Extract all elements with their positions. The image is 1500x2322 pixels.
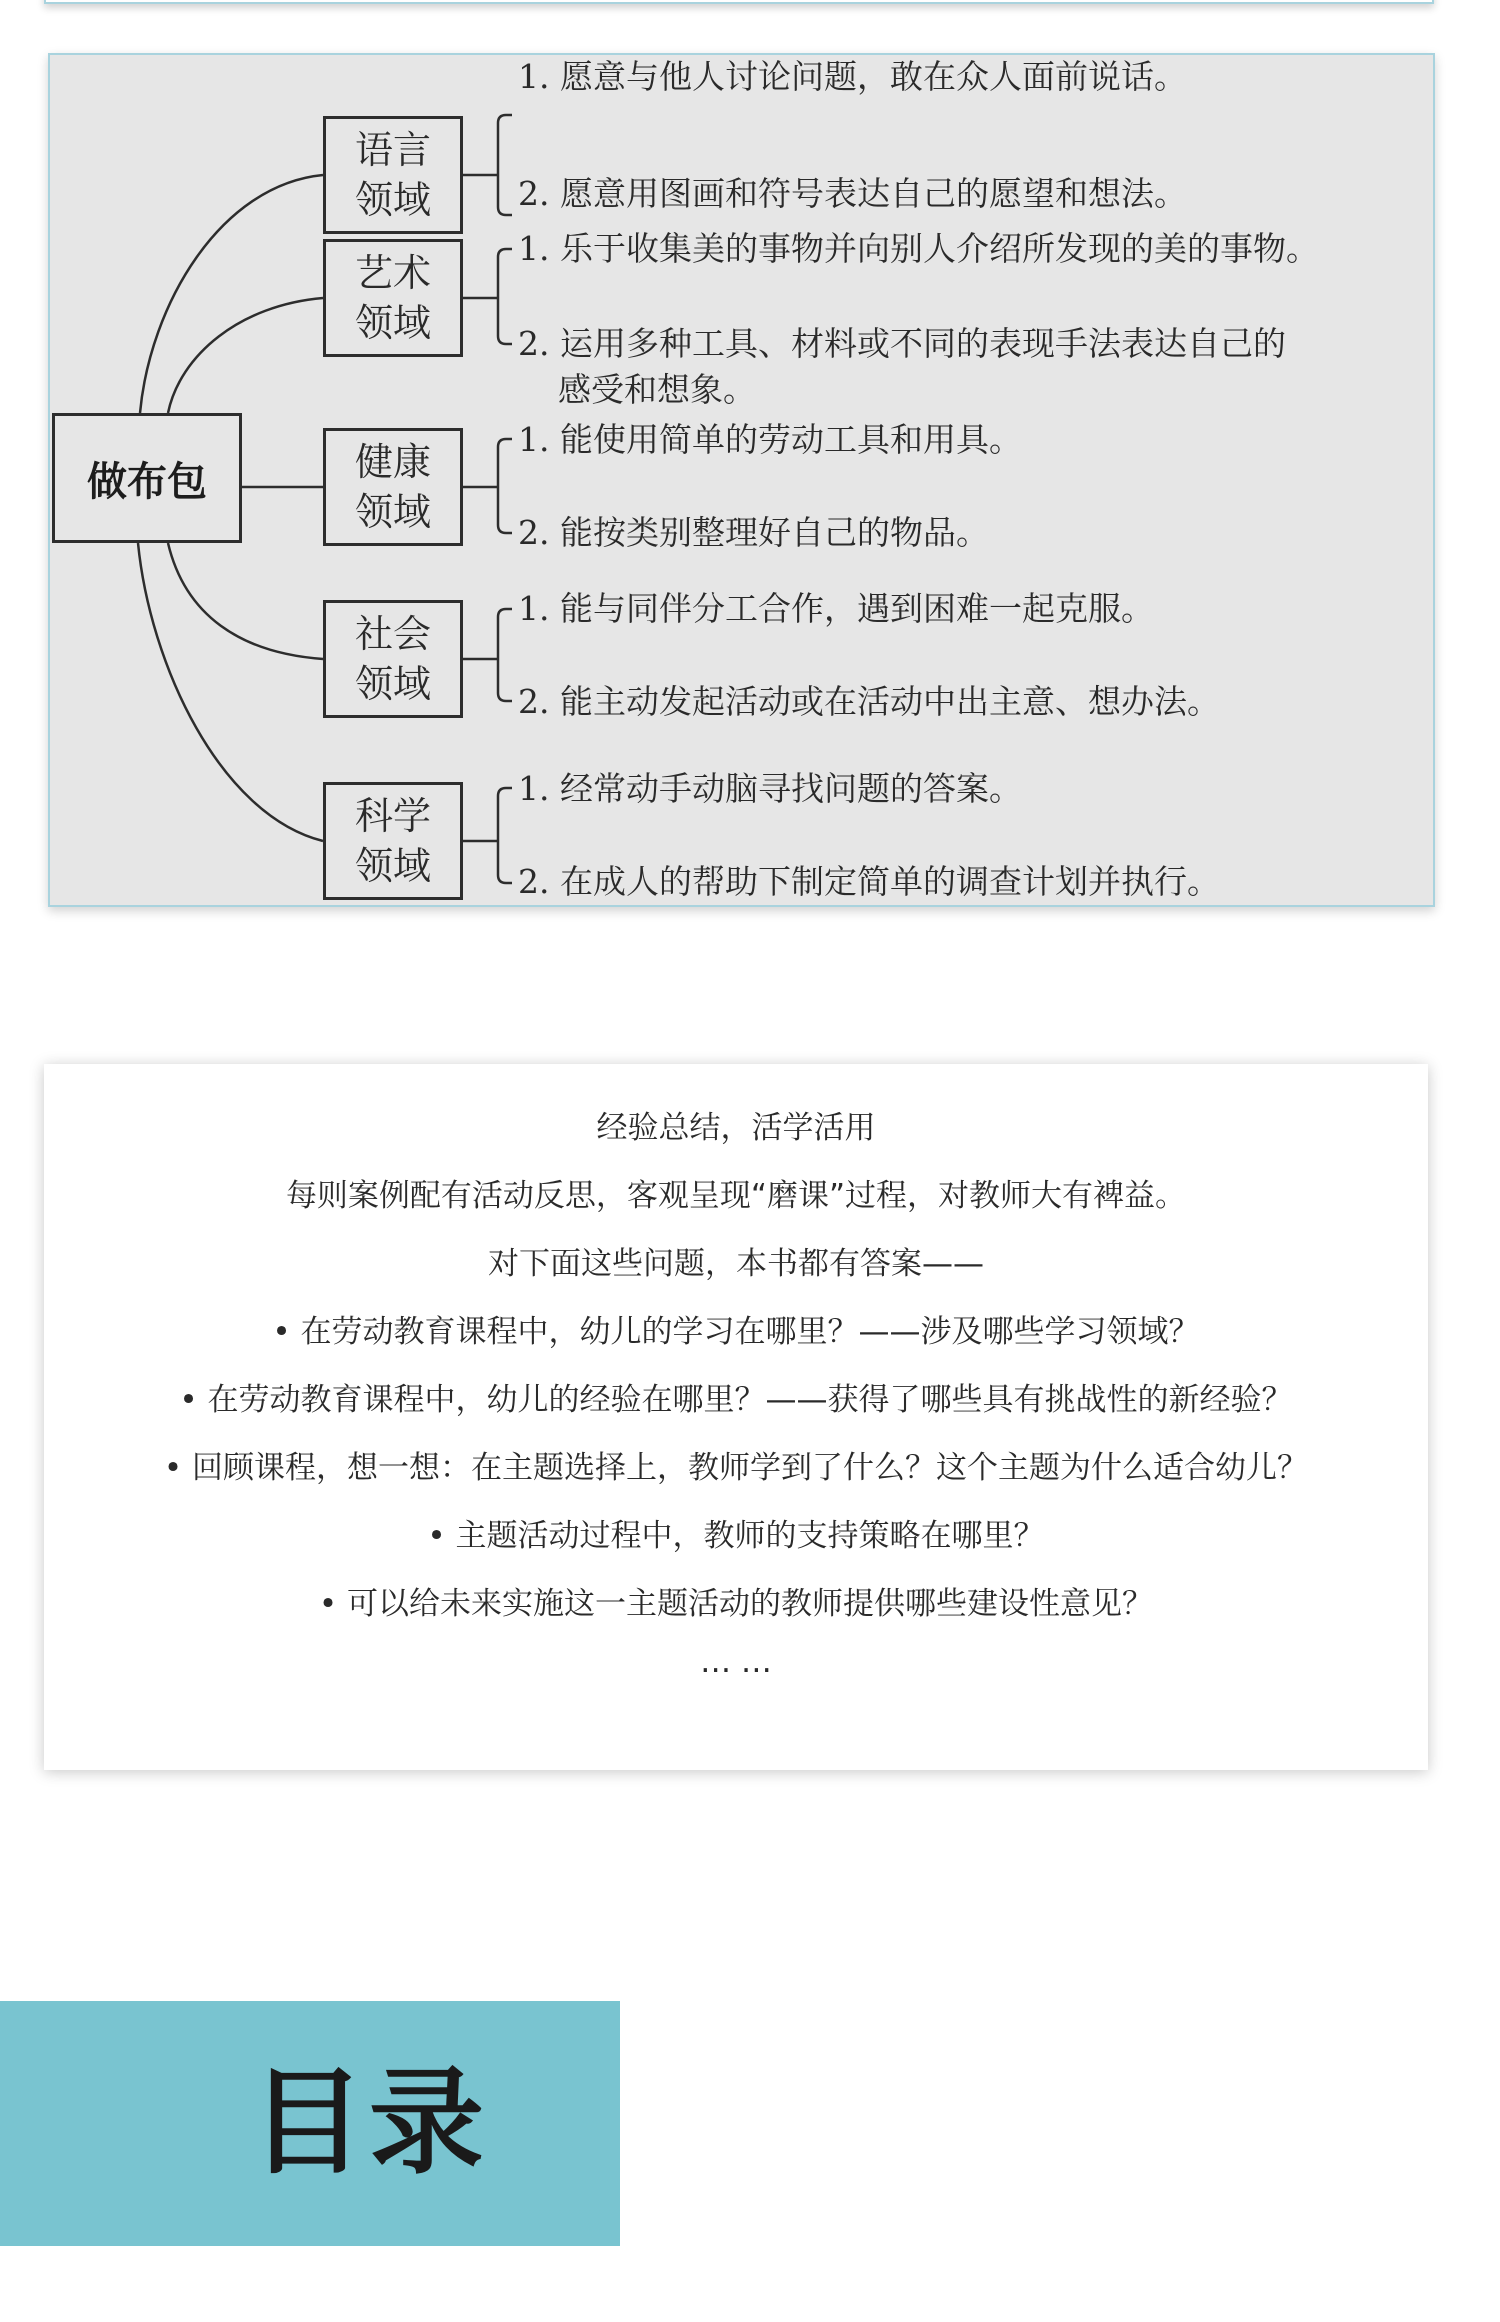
art-goal-1: 1. 乐于收集美的事物并向别人介绍所发现的美的事物。 (518, 229, 1319, 268)
domain-box-science: 科学 领域 (323, 782, 463, 900)
health-goal-1: 1. 能使用简单的劳动工具和用具。 (518, 420, 1022, 459)
domain-box-social: 社会 领域 (323, 600, 463, 718)
branch-social (168, 543, 323, 659)
social-goal-1: 1. 能与同伴分工合作，遇到困难一起克服。 (518, 589, 1154, 628)
summary-ellipsis: … … (700, 1644, 772, 1680)
toc-title: 目录 (250, 2056, 489, 2190)
language-goal-2: 2. 愿意用图画和符号表达自己的愿望和想法。 (518, 174, 1187, 213)
experience-summary-card (44, 1064, 1428, 1770)
language-goal-1: 1. 愿意与他人讨论问题，敢在众人面前说话。 (518, 57, 1187, 96)
summary-heading: 经验总结，活学活用 (596, 1110, 876, 1146)
toc-heading-block (0, 2001, 620, 2246)
summary-intro: 每则案例配有活动反思，客观呈现“磨课”过程，对教师大有裨益。 (285, 1178, 1187, 1214)
domain-box-art: 艺术 领域 (323, 239, 463, 357)
art-goal-2-line-1: 2. 运用多种工具、材料或不同的表现手法表达自己的 (518, 324, 1286, 363)
science-goal-1: 1. 经常动手动脑寻找问题的答案。 (518, 769, 1022, 808)
previous-card-edge (44, 0, 1434, 4)
social-goal-2: 2. 能主动发起活动或在活动中出主意、想办法。 (518, 682, 1220, 721)
branch-language (140, 175, 323, 413)
health-goal-2: 2. 能按类别整理好自己的物品。 (518, 513, 989, 552)
summary-question-3: • 回顾课程，想一想：在主题选择上，教师学到了什么？这个主题为什么适合幼儿？ (163, 1450, 1309, 1486)
summary-question-1: • 在劳动教育课程中，幼儿的学习在哪里？——涉及哪些学习领域？ (272, 1314, 1200, 1350)
summary-question-5: • 可以给未来实施这一主题活动的教师提供哪些建设性意见？ (318, 1586, 1154, 1622)
domain-box-health: 健康 领域 (323, 428, 463, 546)
science-goal-2: 2. 在成人的帮助下制定简单的调查计划并执行。 (518, 862, 1220, 901)
art-goal-2-line-2: 感受和想象。 (558, 370, 756, 409)
domain-box-language: 语言 领域 (323, 116, 463, 234)
summary-question-lead: 对下面这些问题，本书都有答案—— (488, 1246, 984, 1282)
summary-question-4: • 主题活动过程中，教师的支持策略在哪里？ (427, 1518, 1045, 1554)
branch-science (138, 543, 323, 841)
mind-map-figure (48, 53, 1435, 907)
art-goal-2 (518, 321, 1423, 413)
summary-question-2: • 在劳动教育课程中，幼儿的经验在哪里？——获得了哪些具有挑战性的新经验？ (179, 1382, 1293, 1418)
mind-map-root: 做布包 (52, 413, 242, 543)
branch-art (168, 298, 323, 413)
